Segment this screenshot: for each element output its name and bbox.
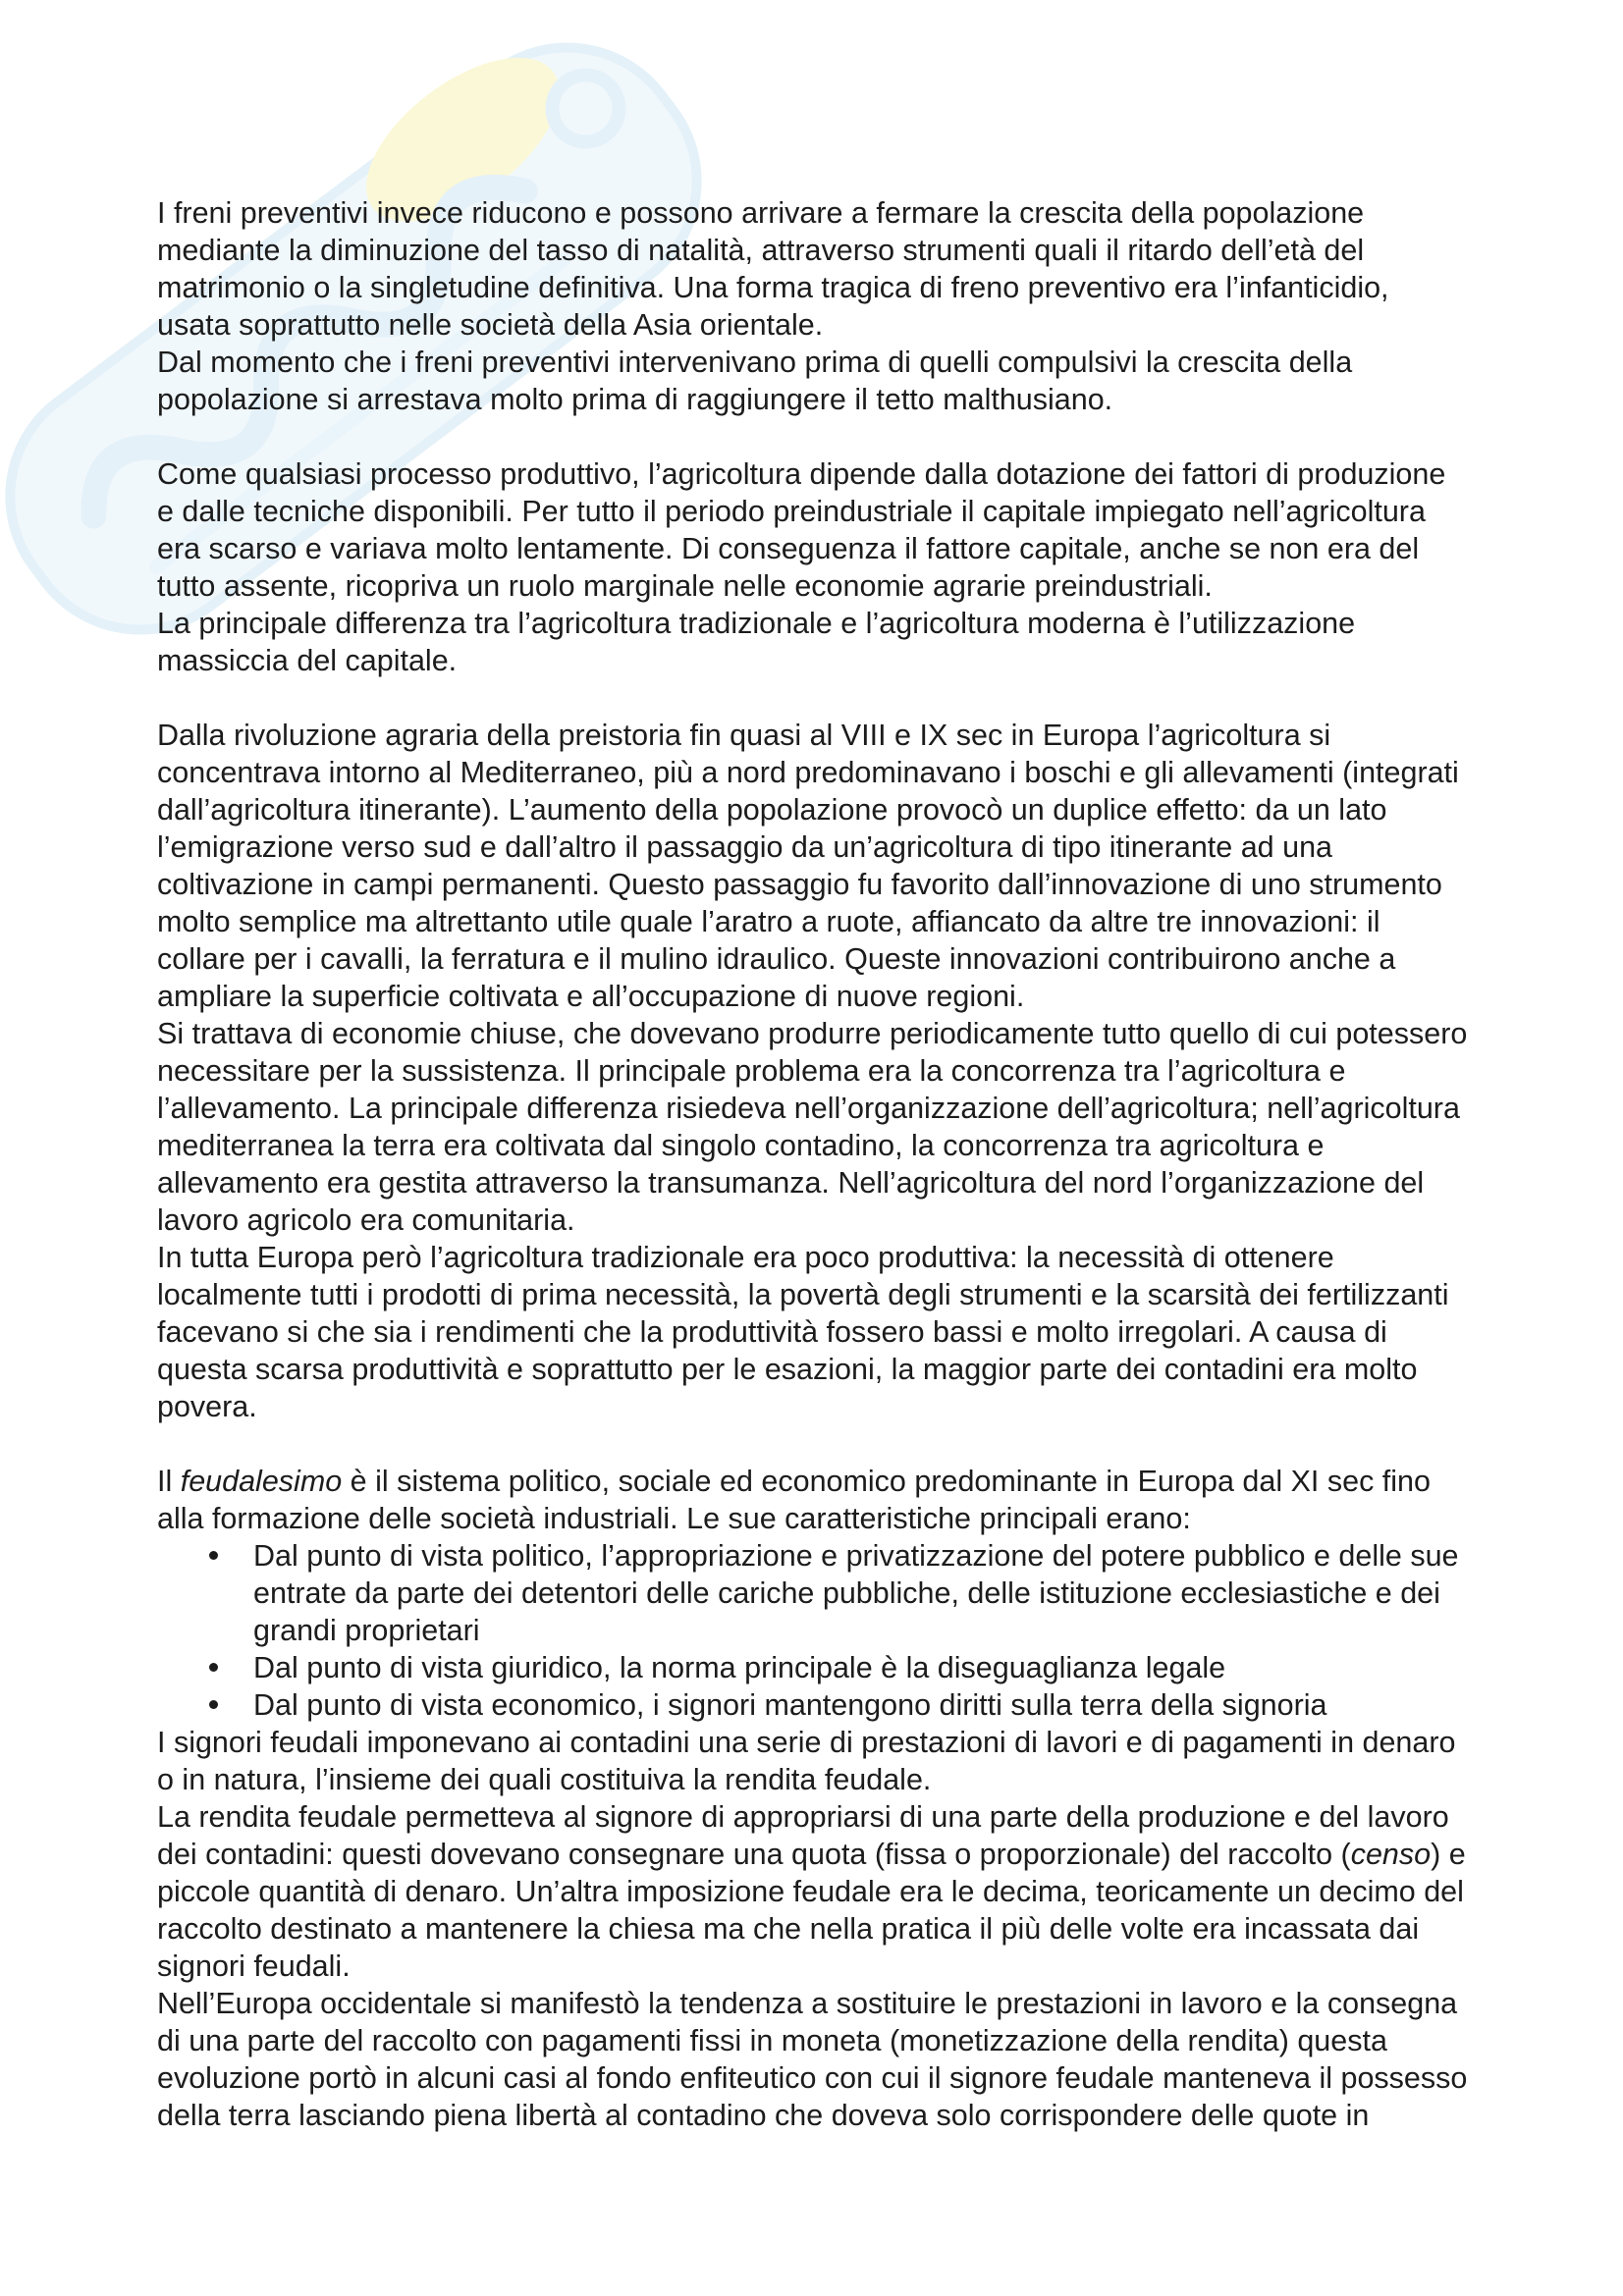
text-line: e dalle tecniche disponibili. Per tutto il periodo preindustriale il capitale impiegato nell’agricoltura	[157, 495, 1426, 528]
text-line: alla formazione delle società industriali. Le sue caratteristiche principali erano:	[157, 1502, 1191, 1535]
text-segment: è il sistema politico, sociale ed economico predominante in Europa dal XI sec fino	[342, 1465, 1431, 1498]
text-segment: ) e	[1431, 1838, 1466, 1871]
text-line: signori feudali.	[157, 1949, 351, 1983]
paragraph	[157, 1015, 1591, 1239]
paragraph	[157, 194, 1591, 344]
text-line: mediterranea la terra era coltivata dal singolo contadino, la concorrenza tra agricoltura e	[157, 1129, 1325, 1162]
paragraph	[157, 1239, 1591, 1425]
text-line: allevamento era gestita attraverso la transumanza. Nell’agricoltura del nord l’organizzazione del	[157, 1166, 1425, 1200]
document-section	[157, 194, 1591, 418]
text-line: era scarso e variava molto lentamente. Di conseguenza il fattore capitale, anche se non era del	[157, 532, 1420, 565]
text-line: evoluzione portò in alcuni casi al fondo enfiteutico con cui il signore feudale manteneva il possesso	[157, 2061, 1468, 2095]
text-line: concentrava intorno al Mediterraneo, più a nord predominavano i boschi e gli allevamenti (integrati	[157, 756, 1459, 789]
text-line: ampliare la superficie coltivata e all’occupazione di nuove regioni.	[157, 980, 1025, 1013]
text-line: lavoro agricolo era comunitaria.	[157, 1203, 575, 1237]
document-section	[157, 455, 1591, 679]
bullet-icon	[209, 1700, 218, 1709]
text-line: I freni preventivi invece riducono e possono arrivare a fermare la crescita della popolazione	[157, 196, 1365, 230]
text-line: povera.	[157, 1390, 257, 1423]
text-line: Si trattava di economie chiuse, che dovevano produrre periodicamente tutto quello di cui potessero	[157, 1017, 1468, 1050]
text-line: facevano si che sia i rendimenti che la produttività fossero bassi e molto irregolari. A causa di	[157, 1315, 1387, 1349]
text-segment: Il	[157, 1465, 181, 1498]
italic-term: censo	[1350, 1838, 1432, 1871]
text-line: Dal punto di vista giuridico, la norma principale è la diseguaglianza legale	[253, 1651, 1226, 1684]
italic-term: feudalesimo	[180, 1465, 343, 1498]
text-line: raccolto destinato a mantenere la chiesa ma che nella pratica il più delle volte era incassata dai	[157, 1912, 1420, 1946]
bullet-icon	[209, 1551, 218, 1560]
text-line: dall’agricoltura itinerante). L’aumento della popolazione provocò un duplice effetto: da un lato	[157, 793, 1387, 827]
text-line: mediante la diminuzione del tasso di natalità, attraverso strumenti quali il ritardo dell’età del	[157, 234, 1365, 267]
text-line: matrimonio o la singletudine definitiva. Una forma tragica di freno preventivo era l’infanticidio,	[157, 271, 1389, 304]
text-line: entrate da parte dei detentori delle cariche pubbliche, delle istituzione ecclesiastiche e dei	[253, 1576, 1440, 1610]
bullet-list	[157, 1537, 1591, 1724]
text-line: piccole quantità di denaro. Un’altra imposizione feudale era le decima, teoricamente un decimo del	[157, 1875, 1464, 1908]
text-line: Dal punto di vista economico, i signori mantengono diritti sulla terra della signoria	[253, 1688, 1327, 1722]
paragraph	[157, 1798, 1591, 1985]
paragraph	[157, 1985, 1591, 2134]
document-section	[157, 717, 1591, 1425]
paragraph	[157, 717, 1591, 1015]
text-line: massiccia del capitale.	[157, 644, 458, 677]
text-line: I signori feudali imponevano ai contadini una serie di prestazioni di lavori e di pagamenti in denaro	[157, 1726, 1456, 1759]
text-line: questa scarsa produttività e soprattutto per le esazioni, la maggior parte dei contadini era molto	[157, 1353, 1418, 1386]
bullet-item	[157, 1537, 1591, 1649]
text-segment: dei contadini: questi dovevano consegnare una quota (fissa o proporzionale) del raccolto (	[157, 1838, 1351, 1871]
text-line: La rendita feudale permetteva al signore di appropriarsi di una parte della produzione e del lavoro	[157, 1800, 1449, 1834]
text-line: Come qualsiasi processo produttivo, l’agricoltura dipende dalla dotazione dei fattori di produzione	[157, 457, 1446, 491]
text-line: In tutta Europa però l’agricoltura tradizionale era poco produttiva: la necessità di ottenere	[157, 1241, 1334, 1274]
text-line: di una parte del raccolto con pagamenti fissi in moneta (monetizzazione della rendita) questa	[157, 2024, 1387, 2057]
text-line: Dalla rivoluzione agraria della preistoria fin quasi al VIII e IX sec in Europa l’agricoltura si	[157, 719, 1331, 752]
bullet-item	[157, 1686, 1591, 1724]
text-line: l’emigrazione verso sud e dall’altro il passaggio da un’agricoltura di tipo itinerante ad una	[157, 830, 1332, 864]
text-line: l’allevamento. La principale differenza risiedeva nell’organizzazione dell’agricoltura; nell’agricoltura	[157, 1092, 1460, 1125]
text-line: della terra lasciando piena libertà al contadino che doveva solo corrispondere delle quote in	[157, 2099, 1370, 2132]
text-line: o in natura, l’insieme dei quali costituiva la rendita feudale.	[157, 1763, 932, 1796]
text-line: usata soprattutto nelle società della Asia orientale.	[157, 308, 824, 342]
text-line	[157, 1463, 1591, 1500]
paragraph	[157, 605, 1591, 679]
text-line: Dal momento che i freni preventivi intervenivano prima di quelli compulsivi la crescita della	[157, 346, 1353, 379]
bullet-icon	[209, 1663, 218, 1672]
paragraph	[157, 455, 1591, 605]
text-line: grandi proprietari	[253, 1614, 480, 1647]
text-line: Dal punto di vista politico, l’appropriazione e privatizzazione del potere pubblico e delle sue	[253, 1539, 1459, 1573]
paragraph	[157, 1724, 1591, 1798]
document-body	[157, 194, 1591, 2134]
text-line: collare per i cavalli, la ferratura e il mulino idraulico. Queste innovazioni contribuirono anche a	[157, 942, 1396, 976]
text-line: La principale differenza tra l’agricoltura tradizionale e l’agricoltura moderna è l’utilizzazione	[157, 607, 1356, 640]
text-line: tutto assente, ricopriva un ruolo marginale nelle economie agrarie preindustriali.	[157, 569, 1213, 603]
text-line: Nell’Europa occidentale si manifestò la tendenza a sostituire le prestazioni in lavoro e la consegna	[157, 1987, 1458, 2020]
text-line: localmente tutti i prodotti di prima necessità, la povertà degli strumenti e la scarsità dei fertilizzanti	[157, 1278, 1449, 1311]
text-line: necessitare per la sussistenza. Il principale problema era la concorrenza tra l’agricoltura e	[157, 1054, 1346, 1088]
text-line: popolazione si arrestava molto prima di raggiungere il tetto malthusiano.	[157, 383, 1113, 416]
text-line: coltivazione in campi permanenti. Questo passaggio fu favorito dall’innovazione di uno strumento	[157, 868, 1442, 901]
document-section	[157, 1463, 1591, 2134]
bullet-item	[157, 1649, 1591, 1686]
text-line	[157, 1836, 1591, 1873]
paragraph	[157, 1463, 1591, 1537]
text-line: molto semplice ma altrettanto utile quale l’aratro a ruote, affiancato da altre tre innovazioni: il	[157, 905, 1380, 938]
paragraph	[157, 344, 1591, 418]
